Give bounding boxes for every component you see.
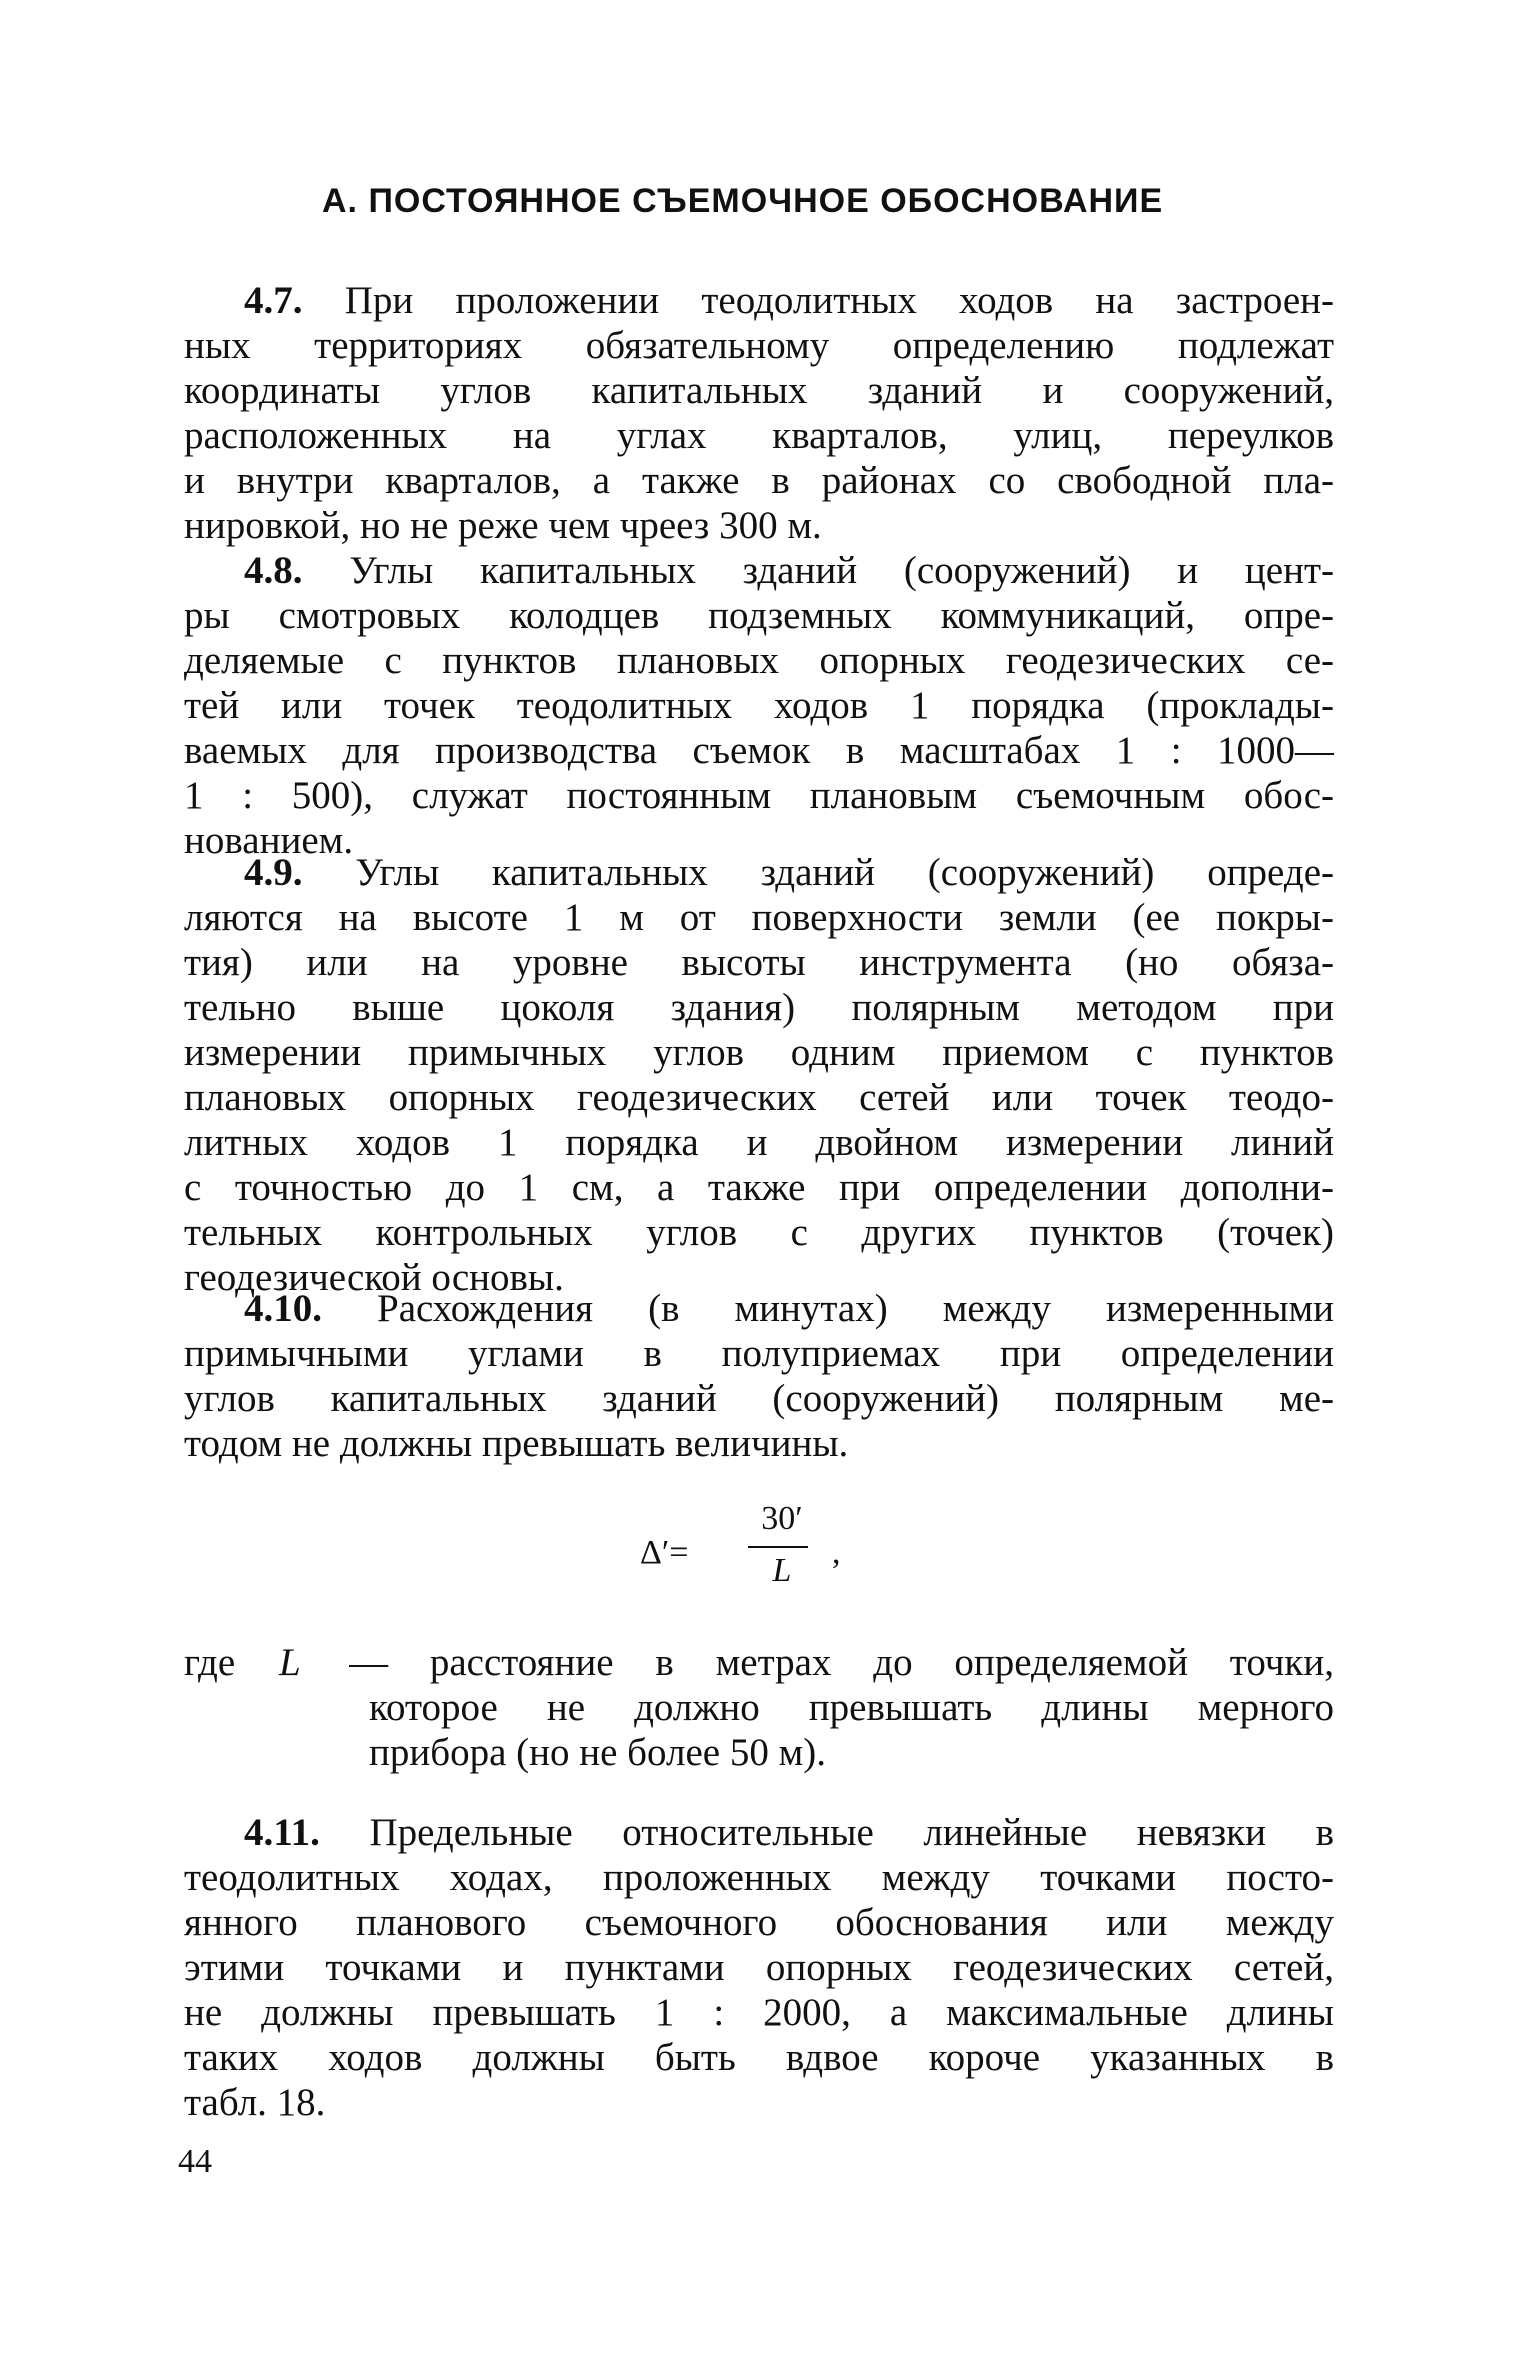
paragraph-line: нованием.	[184, 819, 354, 862]
paragraph-line: плановых опорных геодезических сетей или точек теодо-	[184, 1076, 1334, 1119]
paragraph-4-8	[184, 548, 1334, 863]
paragraph-line: с точностью до 1 см, а также при определении дополни-	[184, 1166, 1334, 1209]
section-heading: А. ПОСТОЯННОЕ СЪЕМОЧНОЕ ОБОСНОВАНИЕ	[322, 182, 1164, 220]
paragraph-line: 4.7. При проложении теодолитных ходов на застроен-	[244, 279, 1334, 322]
paragraph-4-11	[184, 1810, 1334, 2125]
paragraph-line: деляемые с пунктов плановых опорных геодезических се-	[184, 639, 1334, 682]
paragraph-line: теодолитных ходах, проложенных между точками посто-	[184, 1856, 1334, 1899]
paragraph-line: ваемых для производства съемок в масштабах 1 : 1000—	[184, 729, 1334, 772]
fraction-bar	[748, 1546, 808, 1548]
paragraph-line: этими точками и пунктами опорных геодезических сетей,	[184, 1946, 1334, 1989]
paragraph-line: табл. 18.	[184, 2081, 326, 2124]
paragraph-4-7	[184, 278, 1334, 548]
formula-denominator: L	[772, 1552, 792, 1589]
paragraph-line: 4.8. Углы капитальных зданий (сооружений) и цент-	[244, 549, 1334, 592]
paragraph-4-10	[184, 1286, 1334, 1466]
definition-line: — расстояние в метрах до определяемой точки,	[349, 1641, 1334, 1684]
paragraph-line: таких ходов должны быть вдвое короче указанных в	[184, 2036, 1334, 2079]
paragraph-line: тия) или на уровне высоты инструмента (но обяза-	[184, 941, 1334, 984]
formula-numerator: 30′	[761, 1500, 803, 1537]
paragraph-line: ных территориях обязательному определению подлежат	[184, 324, 1334, 367]
formula-lhs: Δ′=	[640, 1534, 689, 1571]
formula-comma: ,	[832, 1534, 841, 1571]
paragraph-line: примычными углами в полуприемах при определении	[184, 1332, 1334, 1375]
paragraph-line: измерении примычных углов одним приемом с пунктов	[184, 1031, 1334, 1074]
paragraph-line: геодезической основы.	[184, 1256, 564, 1299]
paragraph-line: тельных контрольных углов с других пунктов (точек)	[184, 1211, 1334, 1254]
paragraph-line: и внутри кварталов, а также в районах со свободной пла-	[184, 459, 1334, 502]
paragraph-line: углов капитальных зданий (сооружений) полярным ме-	[184, 1377, 1334, 1420]
page-number: 44	[178, 2143, 212, 2180]
paragraph-line: тей или точек теодолитных ходов 1 порядка (проклады-	[184, 684, 1334, 727]
paragraph-line: 4.9. Углы капитальных зданий (сооружений) опреде-	[244, 851, 1334, 894]
clause-number: 4.9.	[244, 851, 303, 894]
where-symbol: L	[279, 1641, 301, 1684]
clause-number: 4.7.	[244, 279, 303, 322]
paragraph-line: 4.11. Предельные относительные линейные невязки в	[244, 1811, 1334, 1854]
paragraph-line: 4.10. Расхождения (в минутах) между измеренными	[244, 1287, 1334, 1330]
clause-number: 4.8.	[244, 549, 303, 592]
paragraph-line: нировкой, но не реже чем чреез 300 м.	[184, 504, 822, 547]
paragraph-line: ры смотровых колодцев подземных коммуникаций, опре-	[184, 594, 1334, 637]
formula	[640, 1500, 900, 1610]
clause-number: 4.11.	[244, 1811, 320, 1854]
definition-line: которое не должно превышать длины мерного	[369, 1686, 1334, 1729]
paragraph-line: расположенных на углах кварталов, улиц, переулков	[184, 414, 1334, 457]
definition-line: прибора (но не более 50 м).	[369, 1731, 827, 1774]
paragraph-line: ляются на высоте 1 м от поверхности земли (ее покры-	[184, 896, 1334, 939]
paragraph-4-9	[184, 850, 1334, 1300]
paragraph-line: не должны превышать 1 : 2000, а максимальные длины	[184, 1991, 1334, 2034]
where-label: где	[184, 1641, 236, 1684]
paragraph-line: координаты углов капитальных зданий и сооружений,	[184, 369, 1334, 412]
paragraph-line: литных ходов 1 порядка и двойном измерении линий	[184, 1121, 1334, 1164]
where-definition	[349, 1640, 1334, 1775]
paragraph-line: янного планового съемочного обоснования или между	[184, 1901, 1334, 1944]
clause-number: 4.10.	[244, 1287, 322, 1330]
paragraph-line: тодом не должны превышать величины.	[184, 1422, 849, 1465]
paragraph-line: тельно выше цоколя здания) полярным методом при	[184, 986, 1334, 1029]
paragraph-line: 1 : 500), служат постоянным плановым съемочным обос-	[184, 774, 1334, 817]
